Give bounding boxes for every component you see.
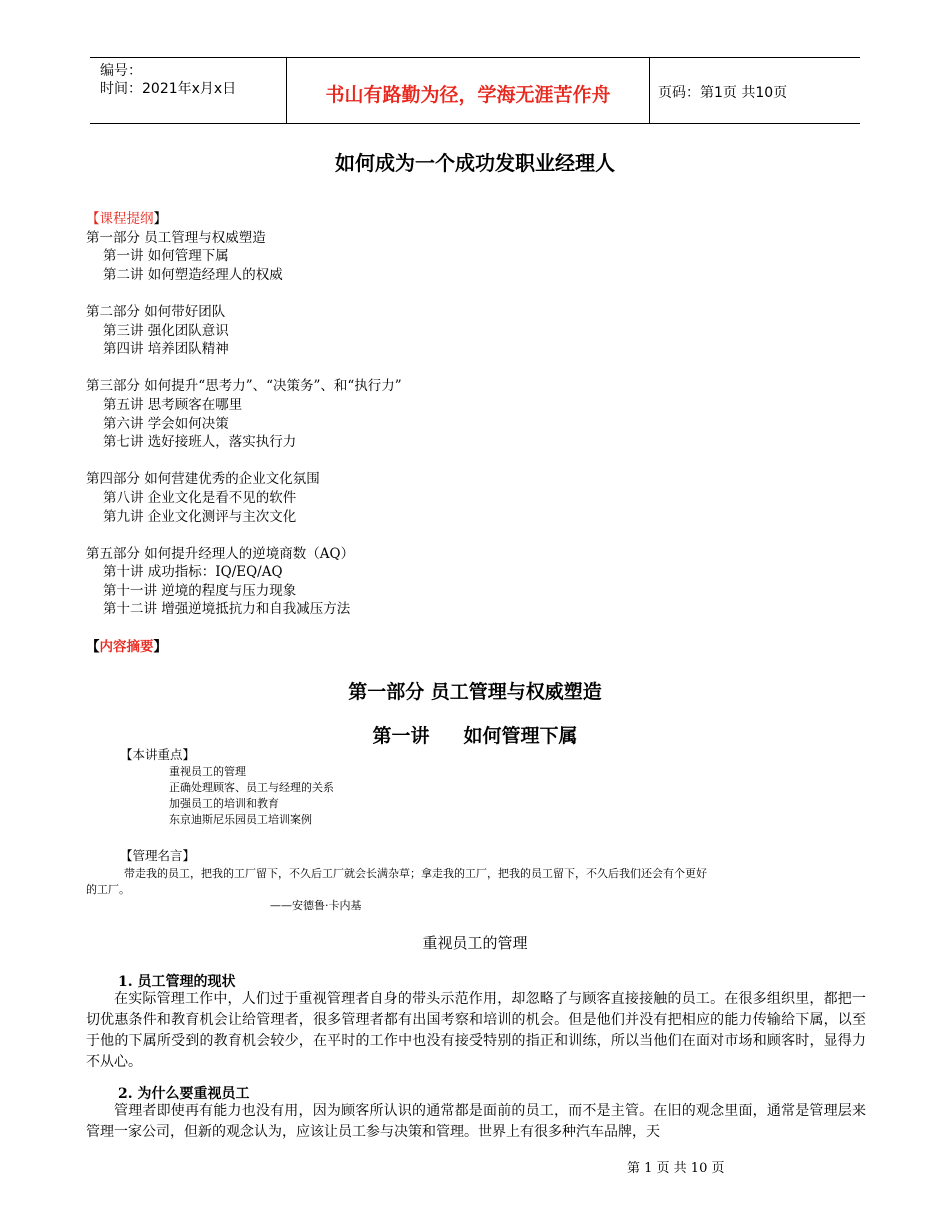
paragraph: 管理者即使再有能力也没有用，因为顾客所认识的通常都是面前的员工，而不是主管。在旧的观念里面，通常是管理层来管理一家公司，但新的观念认为，应该让员工参与决策和管理。世界上有很多种汽车品牌，天 — [86, 1103, 866, 1140]
page-footer: 第 1 页 共 10 页 — [627, 1161, 725, 1176]
lecture-title: 第一讲 如何管理下属 — [372, 725, 578, 747]
header-motto: 书山有路勤为径，学海无涯苦作舟 — [325, 84, 611, 106]
document-title: 如何成为一个成功发职业经理人 — [335, 151, 615, 175]
outline-part: 第一部分 员工管理与权威塑造 — [86, 229, 266, 246]
outline-part: 第二部分 如何带好团队 — [86, 303, 226, 320]
course-outline — [86, 210, 402, 619]
outline-part: 第五部分 如何提升经理人的逆境商数（AQ） — [86, 545, 355, 562]
header-meta — [100, 62, 236, 98]
outline-heading: 【课程提纲】 — [86, 211, 167, 227]
key-points-list — [169, 764, 334, 828]
subsection-heading: 1. 员工管理的现状 — [118, 974, 236, 990]
subsection-heading: 2. 为什么要重视员工 — [118, 1086, 250, 1102]
section-title: 重视员工的管理 — [422, 934, 528, 952]
header-top-rule — [90, 57, 860, 58]
quote-text-line: 的工厂。 — [86, 883, 130, 896]
quote-heading: 【管理名言】 — [120, 848, 196, 863]
outline-lecture: 第五讲 思考顾客在哪里 — [103, 396, 243, 413]
outline-lecture: 第十讲 成功指标：IQ/EQ/AQ — [103, 564, 283, 581]
outline-lecture: 第十一讲 逆境的程度与压力现象 — [103, 582, 297, 599]
key-point-item: 加强员工的培训和教育 — [169, 797, 279, 810]
outline-lecture: 第十二讲 增强逆境抵抗力和自我减压方法 — [103, 601, 351, 618]
outline-lecture: 第六讲 学会如何决策 — [103, 415, 229, 432]
key-point-item: 重视员工的管理 — [169, 765, 246, 778]
key-points-heading: 【本讲重点】 — [120, 747, 196, 762]
key-point-item: 正确处理顾客、员工与经理的关系 — [169, 781, 334, 794]
time-label: 时间：2021年x月x日 — [100, 81, 237, 97]
key-point-item: 东京迪斯尼乐园员工培训案例 — [169, 813, 312, 826]
outline-lecture: 第二讲 如何塑造经理人的权威 — [103, 266, 283, 283]
part-title: 第一部分 员工管理与权威塑造 — [348, 681, 602, 703]
outline-lecture: 第一讲 如何管理下属 — [103, 248, 229, 265]
quote-author: ——安德鲁·卡内基 — [270, 899, 362, 912]
outline-lecture: 第七讲 选好接班人，落实执行力 — [103, 434, 297, 451]
paragraph: 在实际管理工作中，人们过于重视管理者自身的带头示范作用，却忽略了与顾客直接接触的员工。在很多组织里，都把一切优惠条件和教育机会让给管理者，很多管理者都有出国考察和培训的机会。但是他们并没有把相应的能力传输给下属，以至于他的下属所受到的教育机会较少，在平时的工作中也没有接受特别的指正和训练，所以当他们在面对市场和顾客时，显得力不从心。 — [86, 991, 866, 1070]
quote-text-line: 带走我的员工，把我的工厂留下，不久后工厂就会长满杂草；拿走我的工厂，把我的员工留下，不久后我们还会有个更好 — [124, 867, 707, 880]
outline-lecture: 第九讲 企业文化测评与主次文化 — [103, 508, 297, 525]
outline-lecture: 第八讲 企业文化是看不见的软件 — [103, 489, 297, 506]
header-bottom-rule — [90, 123, 860, 124]
outline-part: 第三部分 如何提升“思考力”、“决策务”、和“执行力” — [86, 378, 402, 395]
header-page-info: 页码：第1页 共10页 — [658, 85, 788, 101]
number-label: 编号： — [100, 63, 142, 79]
outline-lecture: 第四讲 培养团队精神 — [103, 341, 229, 358]
outline-lecture: 第三讲 强化团队意识 — [103, 322, 229, 339]
summary-heading: 【内容摘要】 — [86, 639, 167, 655]
header-divider — [649, 57, 650, 123]
outline-part: 第四部分 如何营建优秀的企业文化氛围 — [86, 471, 320, 488]
